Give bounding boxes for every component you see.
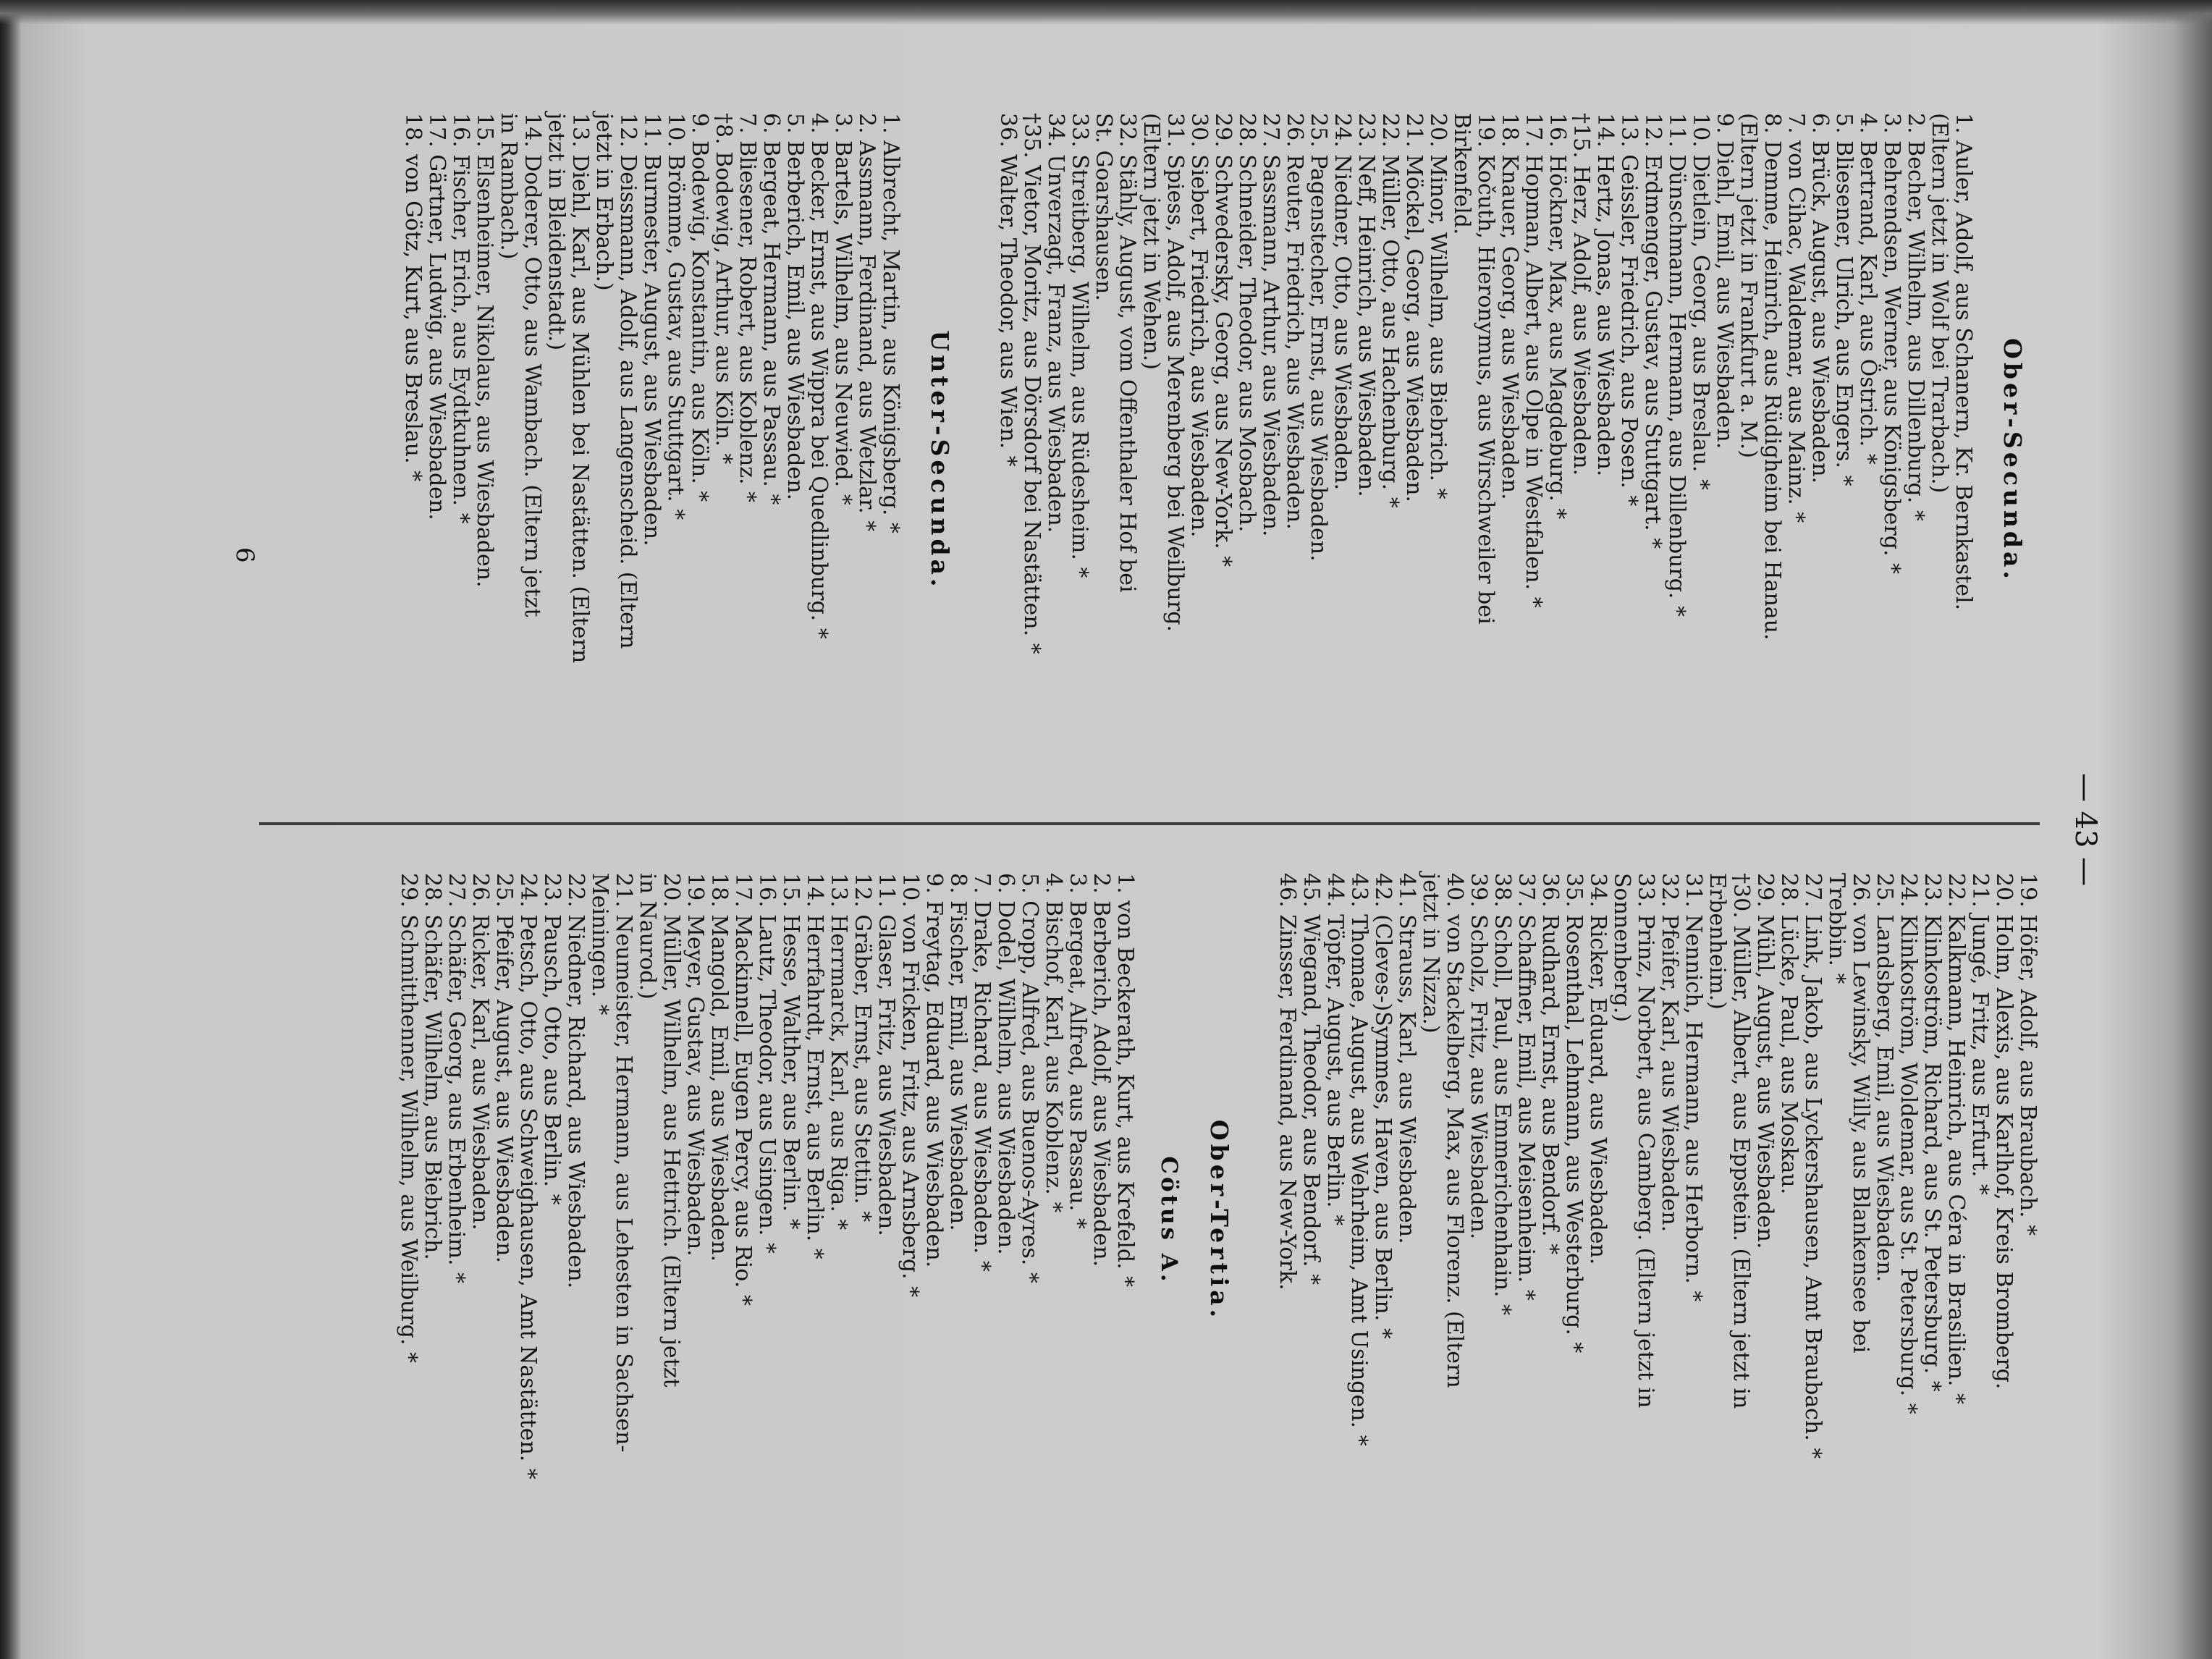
list-item: 7. von Cihac, Waldemar, aus Mainz. * — [1783, 113, 1809, 523]
list-item: 19. Meyer, Gustav, aus Wiesbaden. — [683, 873, 708, 1257]
list-item: 21. Möckel, Georg, aus Wiesbaden. — [1401, 113, 1427, 502]
list-item: 17. Hopman, Albert, aus Olpe in Westfalen. * — [1521, 113, 1546, 608]
list-item: 1. Auler, Adolf, aus Schanern, Kr. Bernkastel. — [1951, 113, 1976, 611]
list-item: 20. Minor, Wilhelm, aus Biebrich. * — [1425, 113, 1451, 499]
rotated-page — [64, 69, 2148, 1590]
list-item: 31. Spiess, Adolf, aus Merenberg bei Weilburg. — [1162, 113, 1188, 632]
list-item: 2. Berberich, Adolf, aus Wiesbaden. — [1089, 873, 1114, 1267]
list-item: 22. Müller, Otto, aus Hachenburg. * — [1377, 113, 1403, 508]
list-item: 5. Bliesener, Ulrich, aus Engers. * — [1831, 113, 1857, 486]
list-item: 4. Bischof, Karl, aus Koblenz. * — [1041, 873, 1066, 1213]
section-subheading-coetus-a: Cötus A. — [1156, 1156, 1182, 1285]
list-item: 10. Brömme, Gustav, aus Stuttgart. * — [663, 113, 688, 520]
list-item: 14. Doderer, Otto, aus Wambach. (Eltern jetzt — [520, 113, 545, 617]
left-column — [401, 113, 2040, 808]
list-item: 14. Herrfahrdt, Ernst, aus Berlin. * — [802, 873, 827, 1259]
section-heading-ober-secunda: Ober-Secunda. — [1998, 338, 2027, 583]
column-divider — [259, 822, 2040, 825]
list-item: 23. Pausch, Otto, aus Berlin. * — [539, 873, 565, 1205]
binding-shadow — [0, 0, 2212, 25]
list-item: 34. Ricker, Eduard, aus Wiesbaden. — [1585, 873, 1611, 1265]
right-column — [397, 873, 2040, 1568]
list-item: 17. Mackinnell, Eugen Percy, aus Rio. * — [730, 873, 756, 1306]
list-item: 11. Glaser, Fritz, aus Wiesbaden. — [874, 873, 899, 1236]
list-item: 22. Kalkmann, Heinrich, aus Céra in Brasilien. * — [1943, 873, 1969, 1404]
list-item: 18. Mangold, Emil, aus Wiesbaden. — [706, 873, 732, 1262]
list-item: 43. Thomae, August, aus Wehrheim, Amt Usingen. * — [1346, 873, 1372, 1446]
list-item: 3. Behrendsen, Werner, aus Königsberg. * — [1879, 113, 1904, 575]
list-item: 12. Deissmann, Adolf, aus Langenscheid. (Eltern — [615, 113, 641, 649]
list-item: 31. Nennich, Hermann, aus Herborn. * — [1681, 873, 1706, 1302]
list-item: 29. Schmitthenner, Wilhelm, aus Weilburg. * — [396, 873, 421, 1363]
list-item: 15. Hesse, Walther, aus Berlin. * — [778, 873, 803, 1230]
list-item: 11. Burmester, August, aus Wiesbaden. — [639, 113, 664, 546]
list-item: 23. Neff, Heinrich, aus Wiesbaden. — [1354, 113, 1379, 497]
list-item: 8. Fischer, Emil, aus Wiesbaden. — [945, 873, 971, 1231]
list-item: 22. Niedner, Richard, aus Wiesbaden. — [563, 873, 588, 1289]
list-item: 12. Erdmenger, Gustav, aus Stuttgart. * — [1640, 113, 1666, 549]
signature-mark: 6 — [230, 547, 259, 563]
list-item: in Naurod.) — [635, 873, 660, 1000]
list-item: †35. Vietor, Moritz, aus Dörsdorf bei Nastätten. * — [1019, 113, 1044, 654]
list-item: 3. Bartels, Wilhelm, aus Neuwied. * — [830, 113, 856, 505]
list-item: 29. Schwedersky, Georg, aus New-York. * — [1210, 113, 1236, 567]
student-list-unter-secunda — [401, 113, 903, 808]
list-item: †8. Bodewig, Arthur, aus Köln. * — [711, 113, 736, 465]
list-item: †15. Herz, Adolf, aus Wiesbaden. — [1569, 113, 1594, 476]
list-item: 28. Schneider, Theodor, aus Mosbach. — [1234, 113, 1259, 533]
list-item: 18. von Götz, Kurt, aus Breslau. * — [400, 113, 426, 482]
list-item: 2. Assmann, Ferdinand, aus Wetzlar. * — [854, 113, 879, 532]
list-item: 11. Dünschmann, Hermann, aus Dillenburg. * — [1664, 113, 1689, 617]
list-item: 35. Rosenthal, Lehmann, aus Westerburg. * — [1561, 873, 1587, 1354]
list-item: 28. Lücke, Paul, aus Moskau. — [1776, 873, 1802, 1195]
list-item: 29. Mühl, August, aus Wiesbaden. — [1752, 873, 1778, 1249]
list-item: 25. Landsberg, Emil, aus Wiesbaden. — [1872, 873, 1897, 1283]
list-item: 8. Demme, Heinrich, aus Rüdigheim bei Hanau. — [1760, 113, 1785, 641]
list-item: 21. Jungé, Fritz, aus Erfurt. * — [1967, 873, 1993, 1195]
list-item: 6. Brück, August, aus Wiesbaden. — [1807, 113, 1833, 484]
list-item: 24. Petsch, Otto, aus Schweighausen, Amt Nastätten. * — [515, 873, 541, 1479]
list-item: Trebbin. * — [1824, 873, 1849, 984]
list-item: 16. Höckner, Max, aus Magdeburg. * — [1545, 113, 1570, 520]
list-item: 33. Prinz, Norbert, aus Camberg. (Eltern jetzt in — [1633, 873, 1658, 1409]
list-item: jetzt in Nizza.) — [1418, 873, 1443, 1034]
list-item: jetzt in Bleidenstadt.) — [544, 113, 569, 351]
section-heading-unter-secunda: Unter-Secunda. — [926, 330, 954, 591]
list-item: 6. Dodel, Wilhelm, aus Wiesbaden. — [993, 873, 1018, 1255]
section-heading-ober-tertia: Ober-Tertia. — [1205, 1119, 1233, 1322]
list-item: 21. Neumeister, Hermann, aus Lehesten in Sachsen- — [611, 873, 636, 1453]
list-item: 33. Streitberg, Wilhelm, aus Rüdesheim. * — [1067, 113, 1092, 578]
list-item: 13. Diehl, Karl, aus Mühlen bei Nastätten. (Eltern — [567, 113, 593, 664]
list-item: 32. Stähly, August, vom Offenthaler Hof bei — [1115, 113, 1140, 593]
list-item: 17. Gärtner, Ludwig, aus Wiesbaden. — [424, 113, 449, 520]
list-item: 18. Knauer, Georg, aus Wiesbaden. — [1497, 113, 1522, 500]
list-item: 23. Klinkoström, Richard, aus St. Petersburg. * — [1920, 873, 1945, 1392]
list-item: Sonnenberg.) — [1609, 873, 1634, 1023]
list-item: (Eltern jetzt in Wehen.) — [1139, 113, 1164, 370]
list-item: 26. Reuter, Friedrich, aus Wiesbaden. — [1282, 113, 1307, 530]
list-item: 27. Schäfer, Georg, aus Erbenheim. * — [444, 873, 469, 1284]
list-item: 9. Freytag, Eduard, aus Wiesbaden. — [921, 873, 947, 1268]
list-item: Erbenheim.) — [1705, 873, 1730, 1010]
student-list-ober-tertia — [397, 873, 1137, 1568]
list-item: 26. Ricker, Karl, aus Wiesbaden. — [468, 873, 493, 1230]
list-item: 38. Scholl, Paul, aus Emmerichenhain. * — [1490, 873, 1515, 1315]
list-item: 5. Berberich, Emil, aus Wiesbaden. — [782, 113, 808, 501]
list-item: 44. Töpfer, August, aus Berlin. * — [1322, 873, 1348, 1226]
list-item: 42. (Cleves-)Symmes, Haven, aus Berlin. * — [1370, 873, 1396, 1339]
list-item: 20. Müller, Wilhelm, aus Hettrich. (Eltern jetzt — [659, 873, 684, 1388]
student-list-unter-secunda-continued — [1275, 873, 2040, 1568]
list-item: 19. Höfer, Adolf, aus Braubach. * — [2015, 873, 2040, 1236]
list-item: St. Goarshausen. — [1091, 113, 1116, 301]
list-item: 9. Diehl, Emil, aus Wiesbaden. — [1712, 113, 1737, 449]
list-item: 4. Becker, Ernst, aus Wippra bei Quedlinburg. * — [806, 113, 832, 639]
list-item: 16. Lautz, Theodor, aus Usingen. * — [754, 873, 780, 1254]
list-item: †30. Müller, Albert, aus Eppstein. (Eltern jetzt in — [1728, 873, 1754, 1409]
list-item: 26. von Lewinsky, Willy, aus Blankensee bei — [1848, 873, 1873, 1354]
list-item: 14. Hertz, Jonas, aus Wiesbaden. — [1592, 113, 1618, 477]
list-item: 24. Klinkoström, Woldemar, aus St. Petersburg. * — [1896, 873, 1921, 1414]
list-item: 7. Bliesener, Robert, aus Koblenz. * — [735, 113, 760, 503]
list-item: 32. Pfeifer, Karl, aus Wiesbaden. — [1657, 873, 1682, 1233]
list-item: 36. Walter, Theodor, aus Wien. * — [995, 113, 1021, 467]
list-item: 34. Unverzagt, Franz, aus Wiesbaden. — [1043, 113, 1068, 533]
list-item: 2. Becher, Wilhelm, aus Dillenburg. * — [1903, 113, 1928, 521]
list-item: 28. Schäfer, Wilhelm, aus Biebrich. — [420, 873, 445, 1260]
list-item: 20. Holm, Alexis, aus Karlhof, Kreis Bromberg. — [1991, 873, 2017, 1390]
list-item: 12. Gräber, Ernst, aus Stettin. * — [850, 873, 875, 1223]
list-item: 16. Fischer, Erich, aus Eydtkuhnen. * — [448, 113, 473, 524]
list-item: jetzt in Erbach.) — [591, 113, 617, 291]
student-list-ober-secunda — [996, 113, 1975, 808]
list-item: 1. von Beckerath, Kurt, aus Krefeld. * — [1113, 873, 1138, 1288]
list-item: (Eltern jetzt in Frankfurt a. M.) — [1736, 113, 1761, 458]
list-item: 27. Link, Jakob, aus Lyckershausen, Amt Braubach. * — [1800, 873, 1825, 1459]
list-item: 9. Bodewig, Konstantin, aus Köln. * — [687, 113, 712, 502]
list-item: 45. Wiegand, Theodor, aus Bendorf. * — [1299, 873, 1324, 1286]
list-item: in Rambach.) — [496, 113, 521, 260]
list-item: 13. Herrmarck, Karl, aus Riga. * — [826, 873, 851, 1230]
list-item: 1. Albrecht, Martin, aus Königsberg. * — [878, 113, 903, 533]
list-item: 39. Scholz, Fritz, aus Wiesbaden. — [1466, 873, 1491, 1240]
list-item: Meiningen. * — [587, 873, 612, 1016]
list-item: 25. Pagenstecher, Ernst, aus Wiesbaden. — [1306, 113, 1331, 562]
list-item: 46. Zinsser, Ferdinand, aus New-York. — [1275, 873, 1300, 1291]
list-item: 7. Drake, Richard, aus Wiesbaden. * — [969, 873, 995, 1272]
list-item: 19. Kočuth, Hieronymus, aus Wirschweiler bei — [1473, 113, 1498, 625]
list-item: 4. Bertrand, Karl, aus Östrich. * — [1855, 113, 1880, 465]
list-item: 10. Dietlein, Georg, aus Breslau. * — [1688, 113, 1713, 490]
list-item: 36. Rudhard, Ernst, aus Bendorf. * — [1537, 873, 1563, 1255]
list-item: 37. Schaffner, Emil, aus Meisenheim. * — [1514, 873, 1539, 1301]
list-item: 6. Bergeat, Hermann, aus Passau. * — [759, 113, 784, 505]
list-item: 24. Niedner, Otto, aus Wiesbaden. — [1330, 113, 1355, 491]
page-number: — 43 — — [2069, 772, 2102, 887]
list-item: 5. Cropp, Alfred, aus Buenos-Ayres. * — [1017, 873, 1042, 1283]
list-item: 41. Strauss, Karl, aus Wiesbaden. — [1394, 873, 1419, 1244]
list-item: 13. Geissler, Friedrich, aus Posen. * — [1616, 113, 1642, 507]
list-item: Birkenfeld. — [1449, 113, 1474, 235]
list-item: (Eltern jetzt in Wolf bei Trarbach.) — [1927, 113, 1952, 494]
list-item: 30. Siebert, Friedrich, aus Wiesbaden. — [1186, 113, 1212, 538]
list-item: 15. Elsenheimer, Nikolaus, aus Wiesbaden. — [472, 113, 497, 588]
list-item: 10. von Fricken, Fritz, aus Arnsberg. * — [898, 873, 923, 1298]
list-item: 40. von Stackelberg, Max, aus Florenz. (Eltern — [1442, 873, 1467, 1388]
list-item: 25. Pfeifer, August, aus Wiesbaden. — [491, 873, 517, 1263]
list-item: 27. Sassmann, Arthur, aus Wiesbaden. — [1258, 113, 1283, 537]
list-item: 3. Bergeat, Alfred, aus Passau. * — [1065, 873, 1090, 1229]
